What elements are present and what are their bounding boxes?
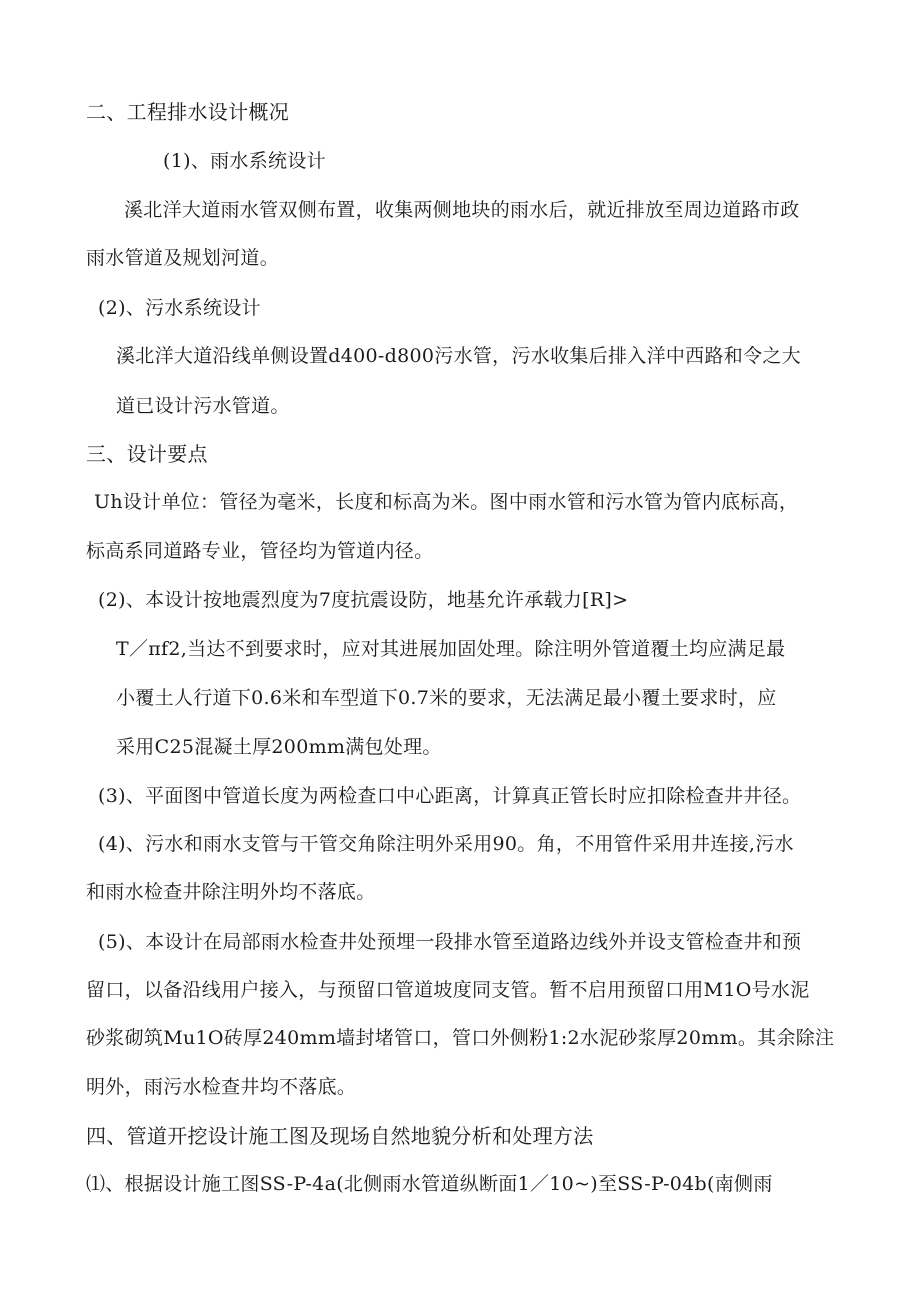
paragraph-line: 采用C25混凝土厚200mm满包处理。 xyxy=(116,736,442,758)
paragraph-line: T／πf2,当达不到要求时，应对其进展加固处理。除注明外管道覆土均应满足最 xyxy=(116,638,786,660)
section-heading-4: 四、管道开挖设计施工图及现场自然地貌分析和处理方法 xyxy=(86,1124,594,1148)
paragraph-line: 和雨水检查井除注明外均不落底。 xyxy=(86,881,376,903)
paragraph-line: (4)、污水和雨水支管与干管交角除注明外采用90。角，不用管件采用井连接,污水 xyxy=(98,833,794,855)
paragraph-line: ⑴、根据设计施工图SS-P-4a(北侧雨水管道纵断面1／10~)至SS-P-04b(南侧雨 xyxy=(86,1173,773,1195)
paragraph-line: (5)、本设计在局部雨水检查井处预埋一段排水管至道路边线外并设支管检查井和预 xyxy=(98,931,802,953)
section-heading-3: 三、设计要点 xyxy=(86,442,208,466)
paragraph-line: 道已设计污水管道。 xyxy=(116,395,290,417)
paragraph-line: (2)、本设计按地震烈度为7度抗震设防，地基允许承载力[R]> xyxy=(98,589,629,611)
paragraph-line: Uh设计单位：管径为毫米，长度和标高为米。图中雨水管和污水管为管内底标高， xyxy=(94,491,799,513)
paragraph-line: 小覆土人行道下0.6米和车型道下0.7米的要求，无法满足最小覆土要求时，应 xyxy=(116,687,777,709)
paragraph-line: 留口，以备沿线用户接入，与预留口管道坡度同支管。暂不启用预留口用M1O号水泥 xyxy=(86,979,810,1001)
section-heading-2: 二、工程排水设计概况 xyxy=(86,100,289,124)
paragraph-line: 标高系同道路专业，管径均为管道内径。 xyxy=(86,540,434,562)
subsection-heading-sewage: (2)、污水系统设计 xyxy=(98,297,261,319)
paragraph-line: 溪北洋大道沿线单侧设置d400-d800污水管，污水收集后排入洋中西路和令之大 xyxy=(116,345,801,367)
subsection-heading-rain: (1)、雨水系统设计 xyxy=(163,150,326,172)
paragraph-line: 明外，雨污水检查井均不落底。 xyxy=(86,1076,357,1098)
paragraph-line: 砂浆砌筑Mu1O砖厚240mm墙封堵管口，管口外侧粉1:2水泥砂浆厚20mm。其余除注 xyxy=(86,1027,835,1049)
paragraph-line: 雨水管道及规划河道。 xyxy=(86,247,280,269)
paragraph-line: (3)、平面图中管道长度为两检查口中心距离，计算真正管长时应扣除检查井井径。 xyxy=(98,785,802,807)
paragraph-line: 溪北洋大道雨水管双侧布置，收集两侧地块的雨水后，就近排放至周边道路市政 xyxy=(124,199,800,221)
